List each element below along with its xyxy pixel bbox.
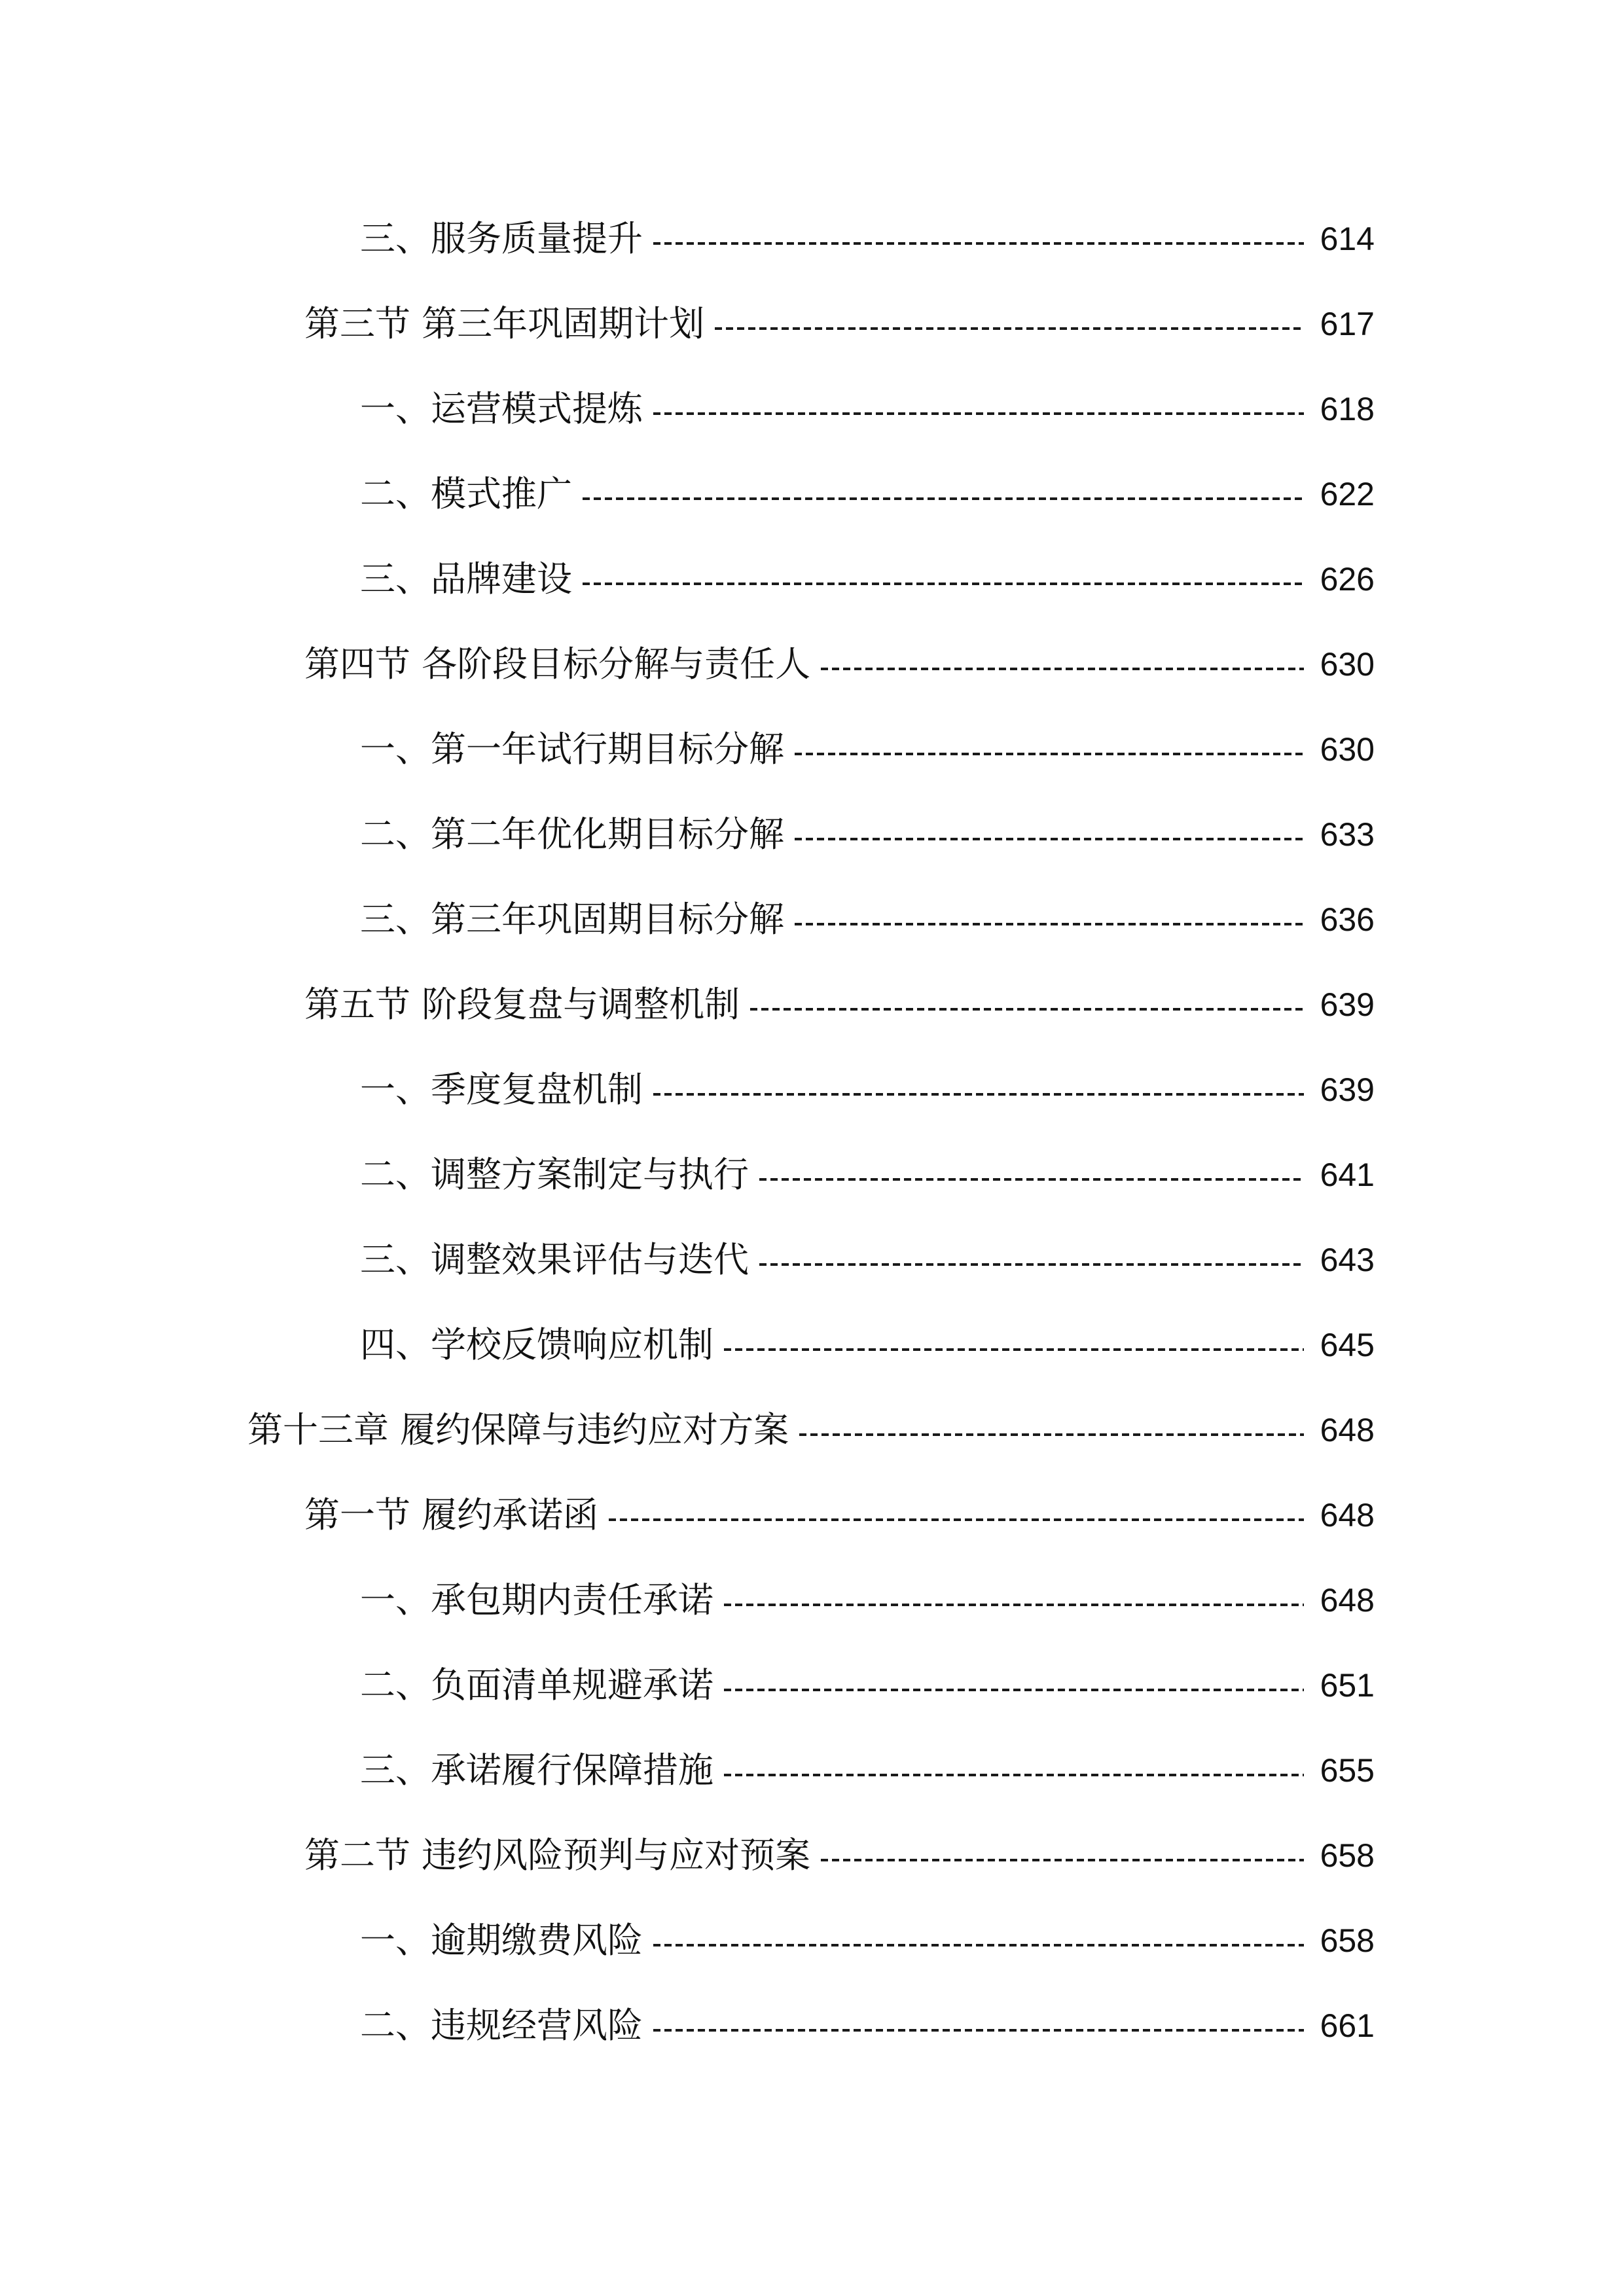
- toc-entry[interactable]: [360, 792, 1375, 877]
- toc-entry-label: 二、第二年优化期目标分解: [360, 814, 784, 855]
- toc-page-number: 639: [1320, 1071, 1375, 1108]
- toc-dot-leader: [724, 1774, 1304, 1776]
- toc-page-number: 645: [1320, 1327, 1375, 1363]
- toc-entry-label: 三、第三年巩固期目标分解: [360, 899, 784, 940]
- toc-entry-label: 一、承包期内责任承诺: [360, 1579, 713, 1621]
- toc-dot-leader: [821, 1859, 1304, 1861]
- toc-entry-label: 二、调整方案制定与执行: [360, 1154, 749, 1195]
- toc-entry-label: 三、品牌建设: [360, 558, 572, 600]
- toc-entry[interactable]: [360, 1898, 1375, 1983]
- toc-entry-label: 一、逾期缴费风险: [360, 1920, 643, 1961]
- toc-page-number: 651: [1320, 1667, 1375, 1704]
- toc-entry-label: 第四节 各阶段目标分解与责任人: [304, 643, 811, 685]
- toc-dot-leader: [609, 1518, 1304, 1521]
- toc-entry[interactable]: [247, 1388, 1375, 1473]
- toc-entry-label: 一、季度复盘机制: [360, 1069, 643, 1110]
- toc-page-number: 658: [1320, 1922, 1375, 1959]
- toc-page-number: 641: [1320, 1157, 1375, 1193]
- toc-entry-label: 二、负面清单规避承诺: [360, 1664, 713, 1706]
- toc-page-number: 648: [1320, 1412, 1375, 1448]
- toc-page-number: 655: [1320, 1752, 1375, 1789]
- toc-dot-leader: [653, 1093, 1304, 1096]
- toc-entry[interactable]: [360, 367, 1375, 452]
- toc-entry-label: 一、第一年试行期目标分解: [360, 728, 784, 770]
- toc-page-number: 639: [1320, 986, 1375, 1023]
- toc-dot-leader: [724, 1689, 1304, 1691]
- toc-entry[interactable]: [304, 622, 1375, 707]
- toc-entry-label: 三、服务质量提升: [360, 218, 643, 259]
- toc-entry[interactable]: [360, 1217, 1375, 1302]
- toc-entry[interactable]: [360, 1643, 1375, 1728]
- toc-page-number: 622: [1320, 476, 1375, 512]
- toc-entry[interactable]: [360, 452, 1375, 537]
- toc-page-number: 648: [1320, 1497, 1375, 1534]
- toc-entry[interactable]: [304, 281, 1375, 367]
- toc-entry[interactable]: [304, 962, 1375, 1047]
- toc-entry[interactable]: [360, 537, 1375, 622]
- toc-page-number: 617: [1320, 306, 1375, 342]
- toc-dot-leader: [653, 1944, 1304, 1946]
- toc-page-number: 626: [1320, 561, 1375, 598]
- toc-dot-leader: [750, 1008, 1304, 1011]
- toc-entry[interactable]: [304, 1813, 1375, 1898]
- toc-entry[interactable]: [360, 1132, 1375, 1217]
- toc-entry-label: 第五节 阶段复盘与调整机制: [304, 984, 740, 1025]
- toc-entry-label: 三、承诺履行保障措施: [360, 1749, 713, 1791]
- toc-page-number: 658: [1320, 1837, 1375, 1874]
- toc-dot-leader: [799, 1433, 1304, 1436]
- toc-page-number: 661: [1320, 2007, 1375, 2044]
- toc-entry-label: 第二节 违约风险预判与应对预案: [304, 1835, 811, 1876]
- toc-entry-label: 三、调整效果评估与迭代: [360, 1239, 749, 1280]
- toc-dot-leader: [715, 327, 1304, 330]
- toc-page-number: 630: [1320, 646, 1375, 683]
- toc-dot-leader: [795, 753, 1304, 755]
- toc-entry-label: 第三节 第三年巩固期计划: [304, 303, 705, 344]
- toc-dot-leader: [724, 1604, 1304, 1606]
- toc-dot-leader: [821, 668, 1304, 670]
- toc-page-number: 643: [1320, 1242, 1375, 1278]
- toc-entry[interactable]: [360, 1047, 1375, 1132]
- toc-entry[interactable]: [360, 196, 1375, 281]
- toc-entry[interactable]: [360, 1983, 1375, 2068]
- toc-page-number: 648: [1320, 1582, 1375, 1619]
- toc-entry-label: 四、学校反馈响应机制: [360, 1324, 713, 1365]
- toc-page-number: 633: [1320, 816, 1375, 853]
- toc-dot-leader: [583, 583, 1304, 585]
- toc-dot-leader: [759, 1178, 1304, 1181]
- toc-entry-label: 一、运营模式提炼: [360, 388, 643, 429]
- toc-page-number: 630: [1320, 731, 1375, 768]
- toc-entry-label: 二、模式推广: [360, 473, 572, 514]
- toc-dot-leader: [583, 497, 1304, 500]
- toc-dot-leader: [653, 2029, 1304, 2032]
- toc-entry-label: 第一节 履约承诺函: [304, 1494, 599, 1535]
- toc-entry[interactable]: [304, 1473, 1375, 1558]
- table-of-contents: [0, 196, 1624, 2068]
- toc-page-number: 618: [1320, 391, 1375, 427]
- toc-dot-leader: [795, 838, 1304, 840]
- toc-dot-leader: [653, 242, 1304, 245]
- toc-dot-leader: [759, 1263, 1304, 1266]
- toc-entry[interactable]: [360, 707, 1375, 792]
- toc-page-number: 636: [1320, 901, 1375, 938]
- toc-entry[interactable]: [360, 877, 1375, 962]
- toc-dot-leader: [795, 923, 1304, 925]
- toc-entry-label: 第十三章 履约保障与违约应对方案: [247, 1409, 789, 1450]
- toc-dot-leader: [724, 1348, 1304, 1351]
- toc-entry-label: 二、违规经营风险: [360, 2005, 643, 2046]
- toc-entry[interactable]: [360, 1728, 1375, 1813]
- toc-entry[interactable]: [360, 1558, 1375, 1643]
- toc-dot-leader: [653, 412, 1304, 415]
- toc-page-number: 614: [1320, 221, 1375, 257]
- toc-entry[interactable]: [360, 1302, 1375, 1388]
